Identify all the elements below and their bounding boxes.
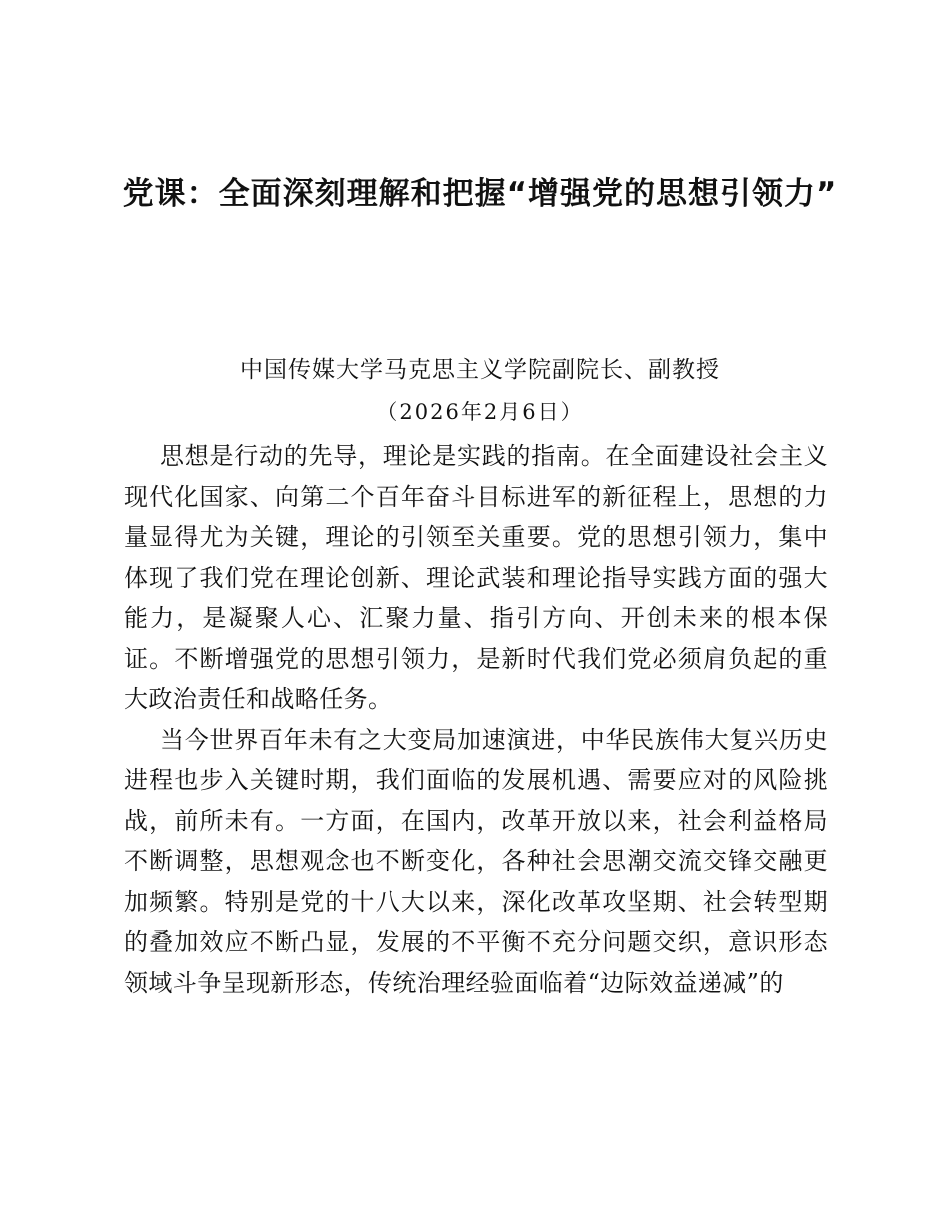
document-title: 党课：全面深刻理解和把握“增强党的思想引领力” [122, 176, 838, 212]
date-line: （2026年2月6日） [376, 400, 584, 424]
paragraph: 思想是行动的先导，理论是实践的指南。在全面建设社会主义现代化国家、向第二个百年奋斗目标进军的新征程上，思想的力量显得尤为关键，理论的引领至关重要。党的思想引领力，集中体现了我们党在理论创新、理论武装和理论指导实践方面的强大能力，是凝聚人心、汇聚力量、指引方向、开创未来的根本保证。不断增强党的思想引领力，是新时代我们党必须肩负起的重大政治责任和战略任务。 [124, 442, 828, 713]
document-body [124, 436, 828, 1003]
paragraph: 当今世界百年未有之大变局加速演进，中华民族伟大复兴历史进程也步入关键时期，我们面临的发展机遇、需要应对的风险挑战，前所未有。一方面，在国内，改革开放以来，社会利益格局不断调整，思想观念也不断变化，各种社会思潮交流交锋交融更加频繁。特别是党的十八大以来，深化改革攻坚期、社会转型期的叠加效应不断凸显，发展的不平衡不充分问题交织，意识形态领域斗争呈现新形态，传统治理经验面临着“边际效益递减”的 [124, 725, 828, 997]
author-line: 中国传媒大学马克思主义学院副院长、副教授 [240, 357, 720, 383]
